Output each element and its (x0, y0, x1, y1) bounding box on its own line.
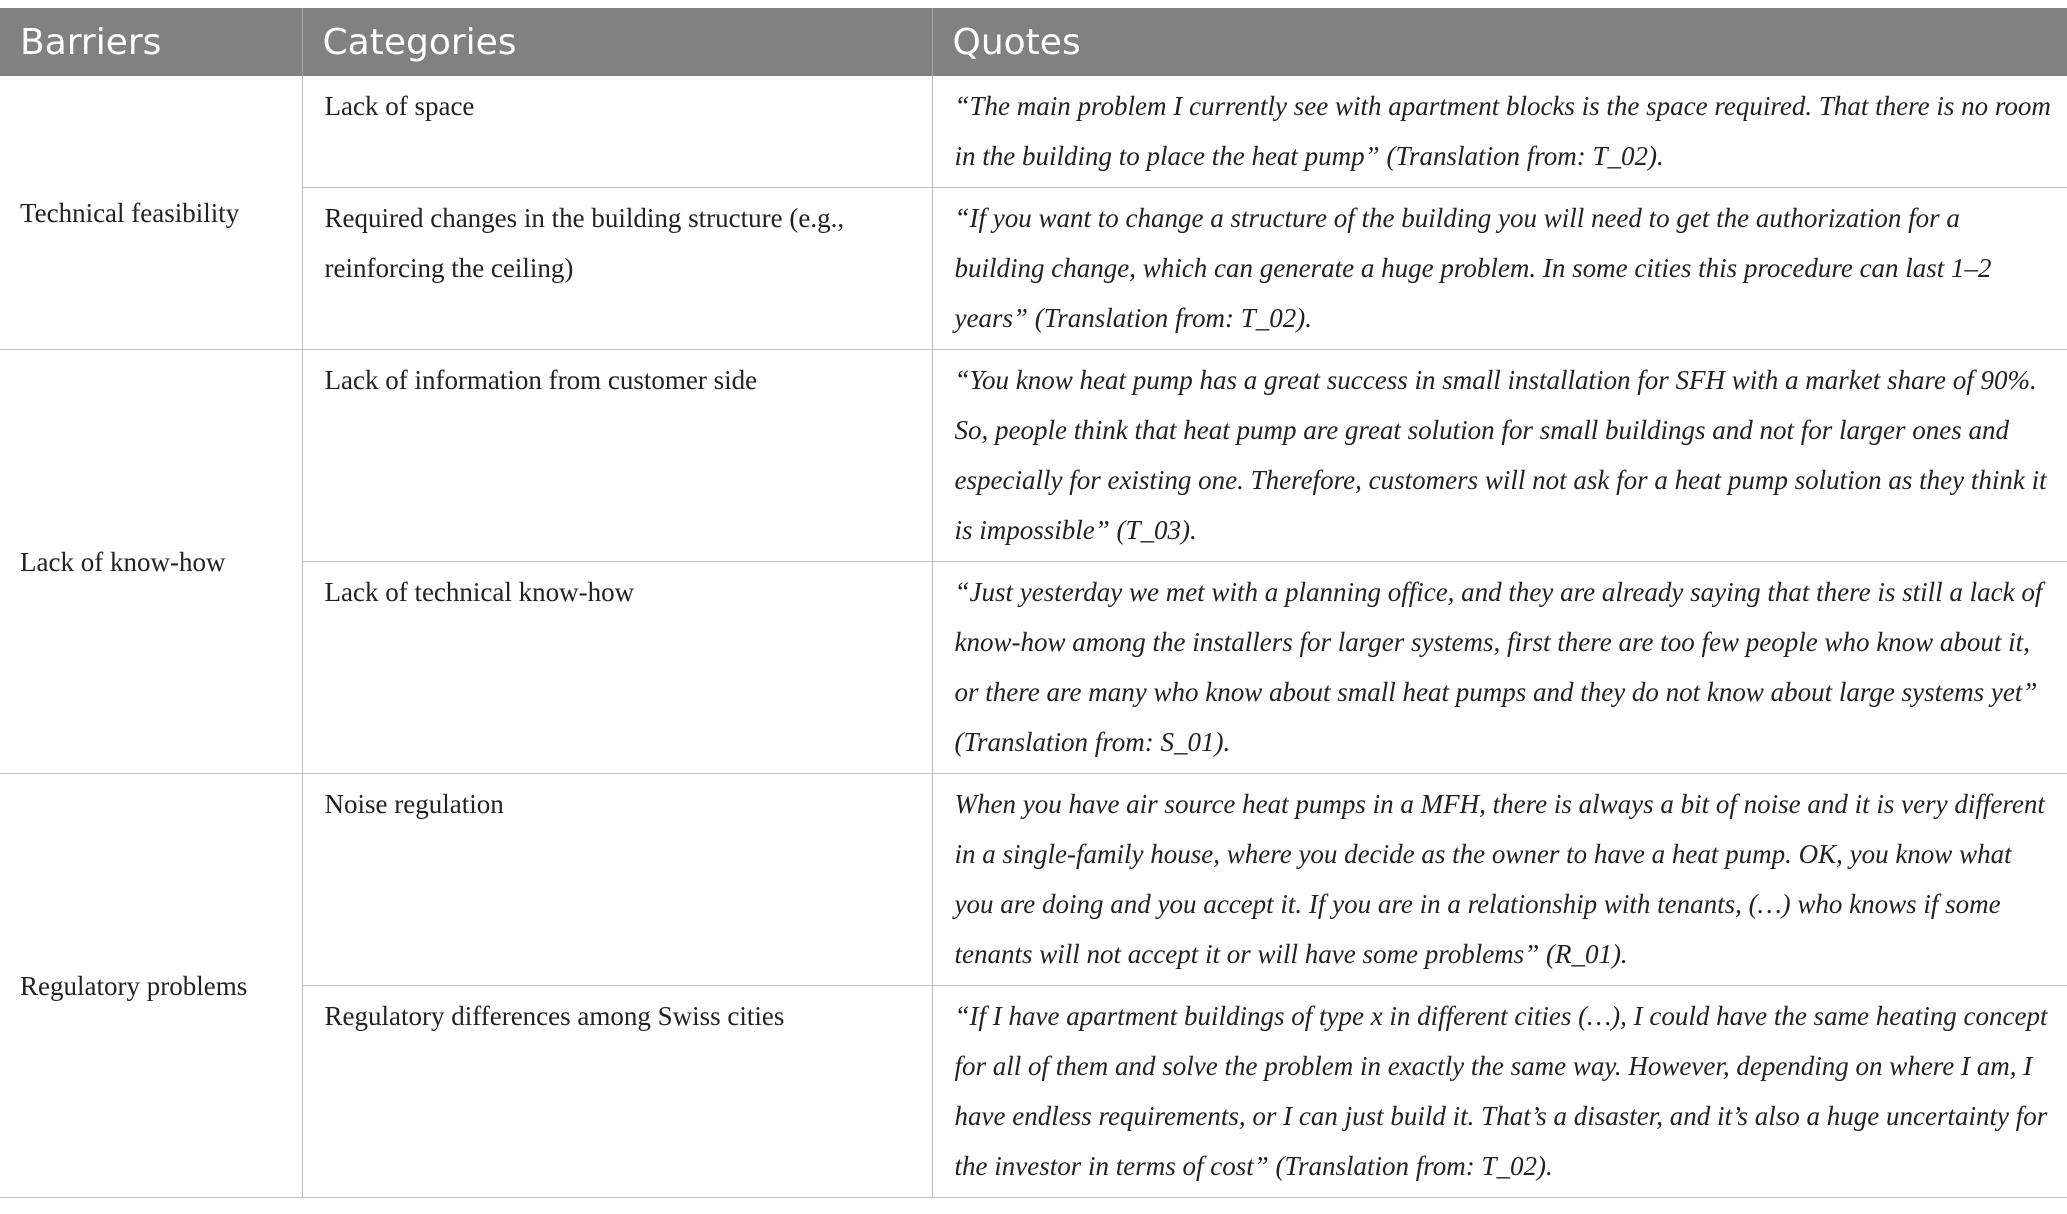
table-body (0, 76, 2067, 1198)
barrier-cell: Lack of know-how (0, 350, 302, 774)
barriers-table (0, 8, 2067, 1198)
barrier-cell: Technical feasibility (0, 76, 302, 350)
header-quotes: Quotes (932, 8, 2067, 76)
quote-cell: When you have air source heat pumps in a MFH, there is always a bit of noise and it is very different in a single-family house, where you decide as the owner to have a heat pump. OK, you know what you are doing and you accept it. If you are in a relationship with tenants, (…) who knows if some tenants will not accept it or will have some problems” (R_01). (932, 774, 2067, 986)
table-row (0, 350, 2067, 562)
category-cell: Noise regulation (302, 774, 932, 986)
barriers-table-container (0, 8, 2067, 1198)
quote-cell: “The main problem I currently see with apartment blocks is the space required. That there is no room in the building to place the heat pump” (Translation from: T_02). (932, 76, 2067, 188)
quote-cell: “You know heat pump has a great success in small installation for SFH with a market share of 90%. So, people think that heat pump are great solution for small buildings and not for larger ones and especially for existing one. Therefore, customers will not ask for a heat pump solution as they think it is impossible” (T_03). (932, 350, 2067, 562)
table-row (0, 774, 2067, 986)
category-cell: Required changes in the building structure (e.g., reinforcing the ceiling) (302, 188, 932, 350)
table-header (0, 8, 2067, 76)
table-row (0, 188, 2067, 350)
category-cell: Regulatory differences among Swiss cities (302, 986, 932, 1198)
barrier-cell: Regulatory problems (0, 774, 302, 1198)
quote-cell: “If you want to change a structure of the building you will need to get the authorization for a building change, which can generate a huge problem. In some cities this procedure can last 1–2 years” (Translation from: T_02). (932, 188, 2067, 350)
table-row (0, 986, 2067, 1198)
category-cell: Lack of technical know-how (302, 562, 932, 774)
table-row (0, 562, 2067, 774)
table-row (0, 76, 2067, 188)
quote-cell: “Just yesterday we met with a planning office, and they are already saying that there is still a lack of know-how among the installers for larger systems, first there are too few people who know about it, or there are many who know about small heat pumps and they do not know about large systems yet” (Translation from: S_01). (932, 562, 2067, 774)
header-categories: Categories (302, 8, 932, 76)
header-barriers: Barriers (0, 8, 302, 76)
header-row (0, 8, 2067, 76)
quote-cell: “If I have apartment buildings of type x in different cities (…), I could have the same heating concept for all of them and solve the problem in exactly the same way. However, depending on where I am, I have endless requirements, or I can just build it. That’s a disaster, and it’s also a huge uncertainty for the investor in terms of cost” (Translation from: T_02). (932, 986, 2067, 1198)
category-cell: Lack of information from customer side (302, 350, 932, 562)
category-cell: Lack of space (302, 76, 932, 188)
